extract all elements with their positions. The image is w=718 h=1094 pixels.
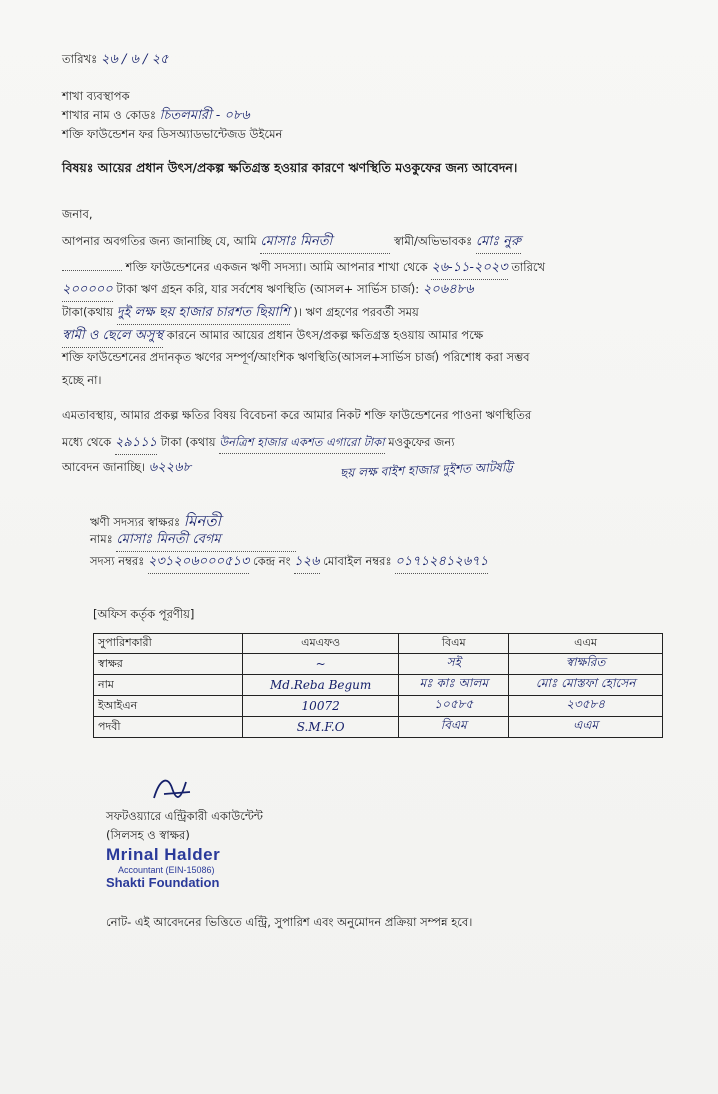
- subject-line: বিষয়ঃ আয়ের প্রধান উৎস/প্রকল্প ক্ষতিগ্রস্ত হওয়ার কারণে ঋণস্থিতি মওকুফের জন্য আবেদন।: [62, 160, 518, 175]
- mfo-ein: 10072: [243, 696, 399, 717]
- salutation: জনাব,: [62, 207, 93, 221]
- applicant-name: মোসাঃ মিনতী: [260, 232, 390, 254]
- table-row: [94, 717, 663, 738]
- stamp-role: Accountant (EIN-15086): [118, 865, 215, 875]
- am-designation: এএম: [509, 717, 663, 738]
- am-signature: স্বাক্ষরিত: [509, 654, 663, 675]
- branch-line: [62, 106, 250, 127]
- para2-line-3: [62, 458, 191, 479]
- guardian-name: মোঃ নুরু: [476, 232, 521, 254]
- signature-label: ঋণী সদস্যর স্বাক্ষরঃ: [90, 515, 181, 529]
- approval-table: [93, 633, 663, 738]
- table-row: [94, 696, 663, 717]
- body-line-3: [62, 280, 474, 302]
- branch-value: চিতলমারী - ০৮৬: [159, 108, 250, 123]
- bm-designation: বিএম: [399, 717, 509, 738]
- para2-line-2: [62, 433, 455, 455]
- mobile-label: মোবাইল নম্বরঃ: [323, 554, 392, 568]
- office-section-title: [অফিস কর্তৃক পূরণীয়]: [93, 607, 195, 621]
- body-text: টাকা ঋণ গ্রহন করি, যার সর্বশেষ ঋণস্থিতি (আসল+ সার্ভিস চার্জ):: [116, 282, 420, 296]
- header-cell: এমএফও: [243, 634, 399, 654]
- loan-date: ২৬-১১-২০২৩: [431, 258, 507, 280]
- body-line-2: [62, 258, 545, 280]
- blank-field: [62, 270, 122, 271]
- date-value: ২৬ / ৬ / ২৫: [100, 52, 169, 67]
- waive-amount-words: উনত্রিশ হাজার একশত এগারো টাকা: [219, 434, 384, 454]
- mobile-number: ০১৭১২৪১২৬৭১: [395, 552, 488, 574]
- body-text: শক্তি ফাউন্ডেশনের একজন ঋণী সদস্যা। আমি আপনার শাখা থেকে: [125, 260, 428, 274]
- loan-amount: ২০০০০০: [62, 280, 113, 302]
- center-label: কেন্দ্র নং: [253, 554, 291, 568]
- table-row: [94, 675, 663, 696]
- member-signature: মিনতী: [183, 512, 221, 530]
- stamp-org: Shakti Foundation: [106, 875, 220, 890]
- seal-note: (সিলসহ ও স্বাক্ষর): [106, 828, 190, 842]
- accountant-stamp: [106, 845, 220, 890]
- body-line-1: [62, 232, 521, 254]
- handwritten-words-note: ছয় লক্ষ বাইশ হাজার দুইশত আটষট্টি: [339, 459, 514, 481]
- balance-amount: ২০৬৪৮৬: [422, 282, 474, 297]
- id-label: সদস্য নম্বরঃ: [90, 554, 145, 568]
- body-text: তারিখে: [511, 260, 546, 274]
- date-label: তারিখঃ: [62, 52, 98, 66]
- body-text: টাকা (কথায়: [160, 435, 216, 449]
- stamp-name: Mrinal Halder: [106, 845, 221, 864]
- body-text: মধ্যে থেকে: [62, 435, 112, 449]
- waive-amount: ২৯১১১: [115, 433, 157, 455]
- center-number: ১২৬: [294, 552, 319, 574]
- accountant-title: সফটওয়্যারে এন্ট্রিকারী একাউন্টেন্ট: [106, 809, 263, 823]
- body-text: মওকুফের জন্য: [388, 435, 455, 449]
- balance-in-words: দুই লক্ষ ছয় হাজার চারশত ছিয়াশি: [117, 303, 290, 325]
- manager-line: শাখা ব্যবস্থাপক: [62, 89, 130, 103]
- mfo-designation: S.M.F.O: [243, 717, 399, 738]
- para2-line-1: এমতাবস্থায়, আমার প্রকল্প ক্ষতির বিষয় বিবেচনা করে আমার নিকট শক্তি ফাউন্ডেশনের পাওনা ঋণস্থিতির: [62, 408, 532, 422]
- am-ein: ২৩৫৮৪: [509, 696, 663, 717]
- body-text: কারনে আমার আয়ের প্রধান উৎস/প্রকল্প ক্ষতিগ্রস্ত হওয়ায় আমার পক্ষে: [166, 328, 484, 342]
- extra-amount: ৬২২৬৮: [148, 460, 192, 475]
- mfo-name: Md.Reba Begum: [243, 675, 399, 696]
- body-line-5: [62, 326, 483, 348]
- name-label: নামঃ: [90, 532, 113, 546]
- bm-ein: ১০৫৮৫: [399, 696, 509, 717]
- table-header-row: [94, 634, 663, 654]
- row-label: পদবী: [94, 717, 243, 738]
- foundation-line: শক্তি ফাউন্ডেশন ফর ডিসঅ্যাডভান্টেজড উইমেন: [62, 127, 283, 141]
- header-cell: সুপারিশকারী: [94, 634, 243, 654]
- mfo-signature: ~: [243, 654, 399, 675]
- table-row: [94, 654, 663, 675]
- date-line: [62, 50, 168, 71]
- am-name: মোঃ মোস্তফা হোসেন: [509, 675, 663, 696]
- damage-reason: স্বামী ও ছেলে অসুস্থ: [62, 326, 163, 348]
- body-text: আপনার অবগতির জন্য জানাচ্ছি যে, আমি: [62, 234, 257, 248]
- body-line-4: [62, 303, 419, 325]
- footer-note: নোট- এই আবেদনের ভিত্তিতে এন্ট্রি, সুপারিশ এবং অনুমোদন প্রক্রিয়া সম্পন্ন হবে।: [106, 915, 473, 929]
- body-text: স্বামী/অভিভাবকঃ: [394, 234, 473, 248]
- header-cell: এএম: [509, 634, 663, 654]
- row-label: ইআইএন: [94, 696, 243, 717]
- body-text: আবেদন জানাচ্ছি।: [62, 460, 146, 474]
- member-name: মোসাঃ মিনতী বেগম: [116, 530, 296, 552]
- row-label: নাম: [94, 675, 243, 696]
- member-name-line: [90, 530, 296, 552]
- body-text: টাকা(কথায়: [62, 305, 114, 319]
- bm-signature: সই: [399, 654, 509, 675]
- accountant-signature-icon: [150, 772, 198, 806]
- member-id-line: [90, 552, 488, 574]
- body-line-6: শক্তি ফাউন্ডেশনের প্রদানকৃত ঋণের সম্পূর্ণ/আংশিক ঋণস্থিতি(আসল+সার্ভিস চার্জ) পরিশোধ করা সম্ভব: [62, 350, 530, 364]
- header-cell: বিএম: [399, 634, 509, 654]
- member-id: ২৩১২০৬০০০৫১৩: [148, 552, 249, 574]
- branch-label: শাখার নাম ও কোডঃ: [62, 108, 157, 122]
- bm-name: মঃ কাঃ আলম: [399, 675, 509, 696]
- body-text: )। ঋণ গ্রহণের পরবর্তী সময়: [293, 305, 419, 319]
- body-line-7: হচ্ছে না।: [62, 373, 102, 387]
- row-label: স্বাক্ষর: [94, 654, 243, 675]
